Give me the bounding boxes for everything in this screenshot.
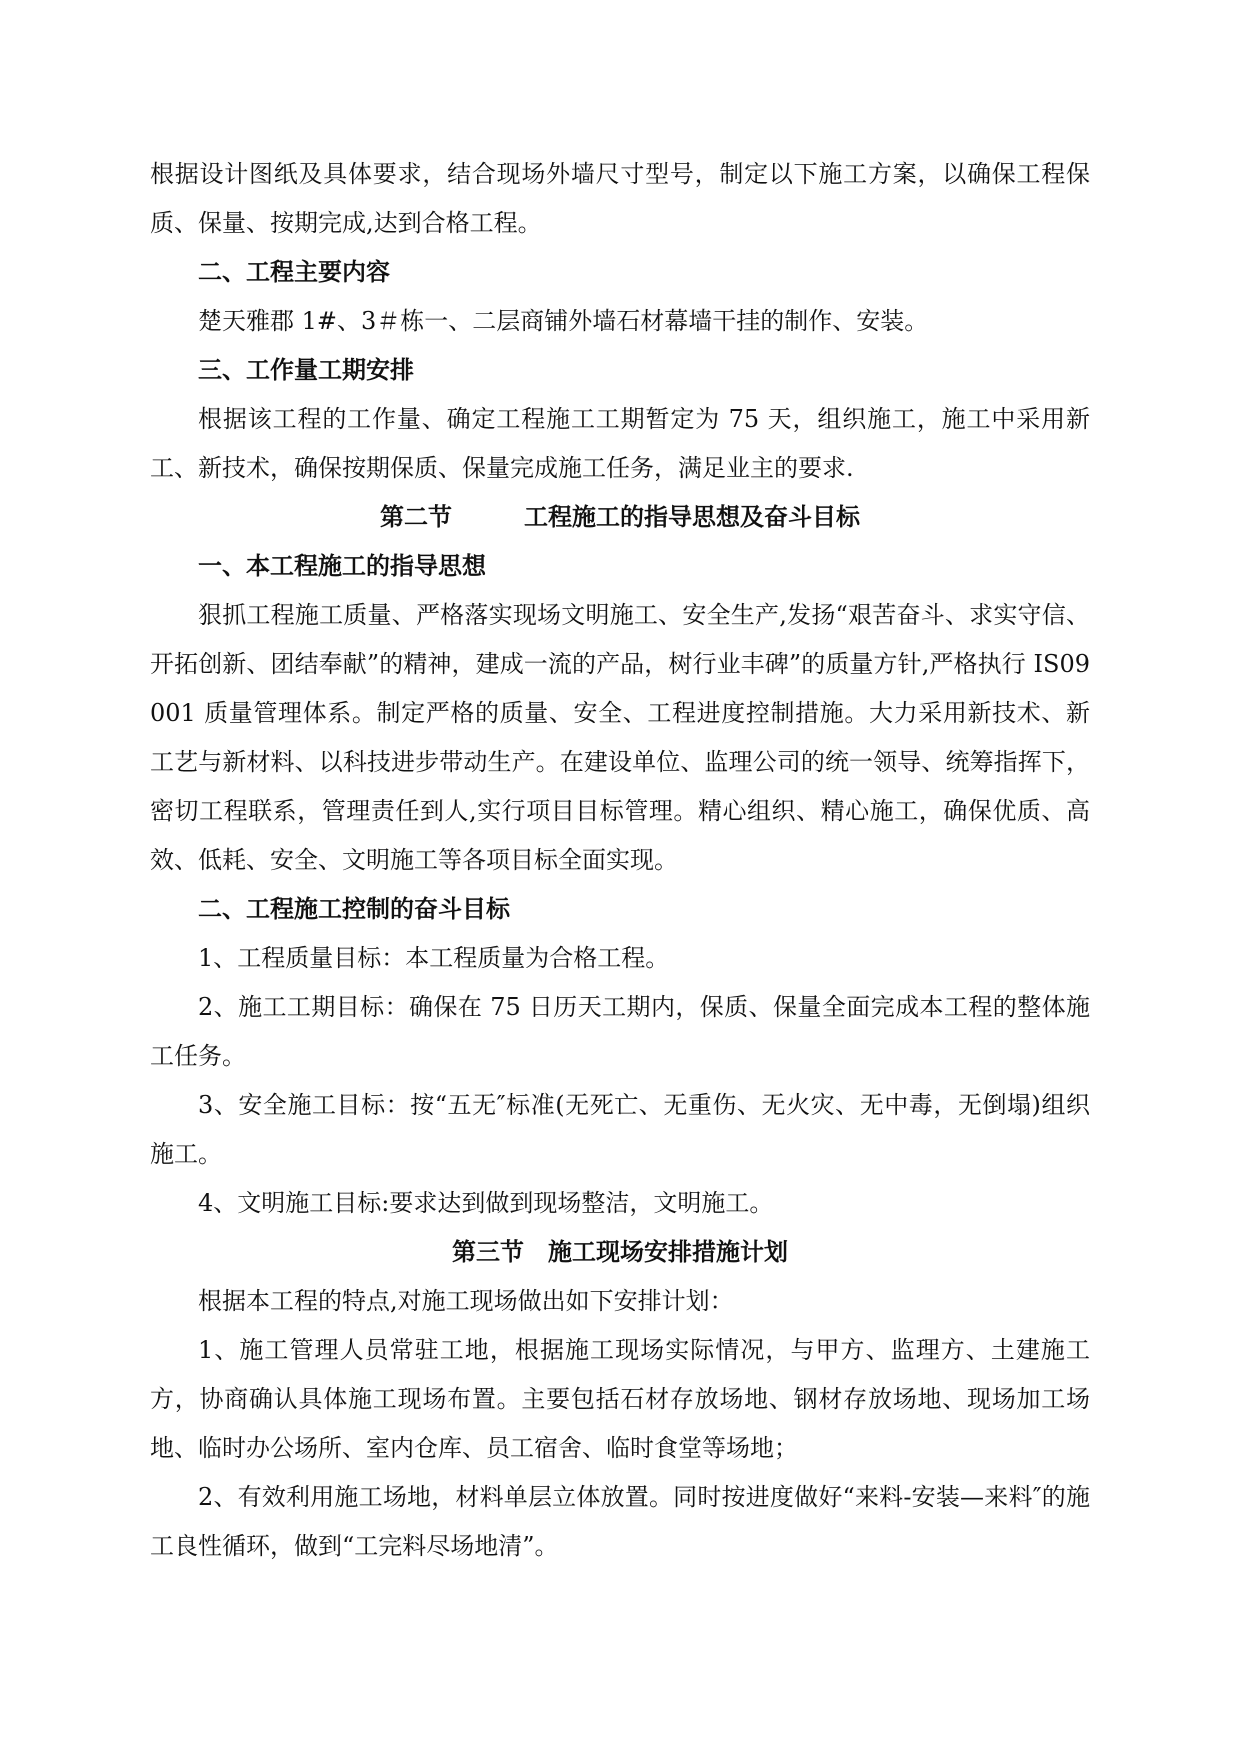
goal-item: 1、工程质量目标：本工程质量为合格工程。 [198, 944, 670, 972]
node-two-sub2-heading: 二、工程施工控制的奋斗目标 [198, 895, 510, 923]
arrangement-item: 2、有效利用施工场地，材料单层立体放置。同时按进度做好“来料-安装—来料″的施工良性循环，做到“工完料尽场地清”。 [150, 1483, 1090, 1560]
node-two-sub1-paragraph: 狠抓工程施工质量、严格落实现场文明施工、安全生产,发扬“艰苦奋斗、求实守信、开拓创新、团结奉献”的精神，建成一流的产品，树行业丰碑”的质量方针,严格执行 IS09001 质量管理体系。制定严格的质量、安全、工程进度控制措施。大力采用新技术、新工艺与新材料、以科技进步带动生产。在建设单位、监理公司的统一领导、统筹指挥下，密切工程联系，管理责任到人,实行项目目标管理。精心组织、精心施工，确保优质、高效、低耗、安全、文明施工等各项目标全面实现。 [150, 601, 1090, 874]
section-three-paragraph: 根据该工程的工作量、确定工程施工工期暂定为 75 天，组织施工，施工中采用新工、新技术，确保按期保质、保量完成施工任务，满足业主的要求. [150, 405, 1090, 482]
arrangement-item: 1、施工管理人员常驻工地，根据施工现场实际情况，与甲方、监理方、土建施工方，协商确认具体施工现场布置。主要包括石材存放场地、钢材存放场地、现场加工场地、临时办公场所、室内仓库、员工宿舍、临时食堂等场地； [150, 1336, 1090, 1462]
node-three-heading [150, 1228, 1090, 1277]
node-three-label: 第三节 [452, 1238, 524, 1266]
node-three-title: 施工现场安排措施计划 [548, 1238, 788, 1266]
section-two-heading: 二、工程主要内容 [198, 258, 390, 286]
section-two-paragraph: 楚天雅郡 1#、3＃栋一、二层商铺外墙石材幕墙干挂的制作、安装。 [198, 307, 929, 335]
node-two-sub1-heading: 一、本工程施工的指导思想 [198, 552, 486, 580]
goal-item: 2、施工工期目标：确保在 75 日历天工期内，保质、保量全面完成本工程的整体施工任务。 [150, 993, 1090, 1070]
node-two-title: 工程施工的指导思想及奋斗目标 [524, 503, 860, 531]
document-body [150, 150, 1090, 1571]
intro-paragraph: 根据设计图纸及具体要求，结合现场外墙尺寸型号，制定以下施工方案，以确保工程保质、保量、按期完成,达到合格工程。 [150, 160, 1090, 237]
node-three-intro: 根据本工程的特点,对施工现场做出如下安排计划： [198, 1287, 734, 1315]
section-three-heading: 三、工作量工期安排 [198, 356, 414, 384]
node-two-label: 第二节 [380, 503, 452, 531]
goal-item: 3、安全施工目标：按“五无″标准(无死亡、无重伤、无火灾、无中毒，无倒塌)组织施工。 [150, 1091, 1090, 1168]
node-two-heading [150, 493, 1090, 542]
goal-item: 4、文明施工目标:要求达到做到现场整洁，文明施工。 [198, 1189, 774, 1217]
